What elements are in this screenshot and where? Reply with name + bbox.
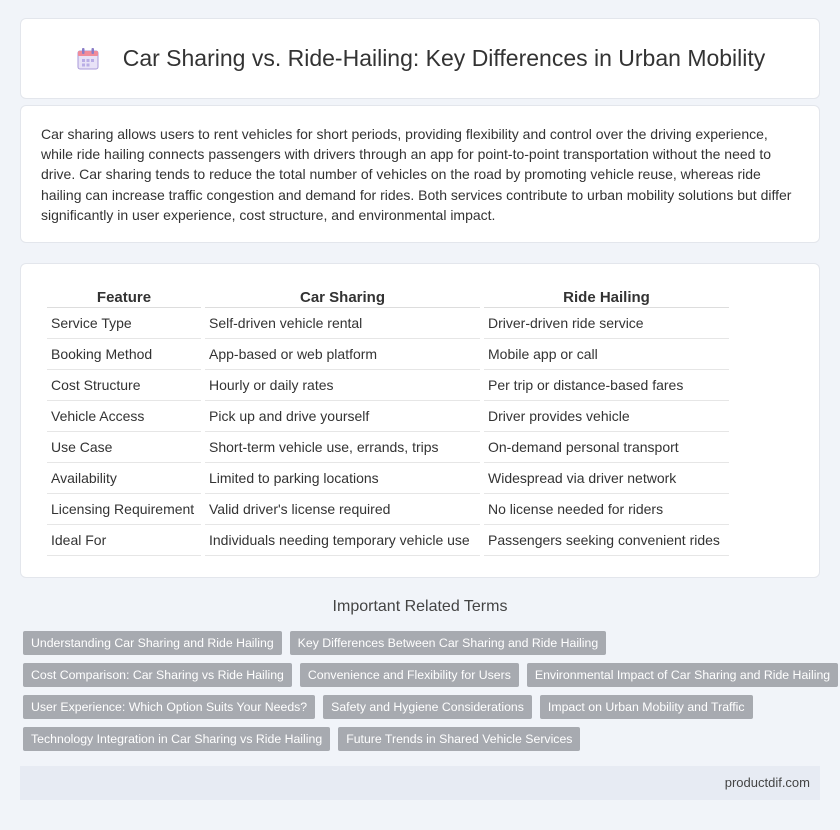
footer bbox=[20, 766, 820, 800]
calendar-icon bbox=[75, 46, 101, 72]
table-cell: Valid driver's license required bbox=[205, 494, 480, 525]
table-cell: Passengers seeking convenient rides bbox=[484, 525, 729, 556]
table-row bbox=[47, 339, 729, 370]
footer-site[interactable]: productdif.com bbox=[724, 775, 810, 790]
table-cell: Ideal For bbox=[47, 525, 201, 556]
table-row bbox=[47, 494, 729, 525]
comparison-card bbox=[20, 263, 820, 578]
table-row bbox=[47, 463, 729, 494]
table-cell: Cost Structure bbox=[47, 370, 201, 401]
table-cell: Driver-driven ride service bbox=[484, 308, 729, 339]
table-cell: App-based or web platform bbox=[205, 339, 480, 370]
table-cell: Driver provides vehicle bbox=[484, 401, 729, 432]
header-card bbox=[20, 18, 820, 99]
table-cell: Booking Method bbox=[47, 339, 201, 370]
related-term-link[interactable]: Technology Integration in Car Sharing vs Ride Hailing bbox=[23, 727, 330, 751]
comparison-table bbox=[43, 284, 733, 556]
related-term-link[interactable]: Environmental Impact of Car Sharing and Ride Hailing bbox=[527, 663, 838, 687]
related-term-link[interactable]: Convenience and Flexibility for Users bbox=[300, 663, 519, 687]
related-terms-row bbox=[23, 727, 823, 751]
related-term-link[interactable]: Key Differences Between Car Sharing and Ride Hailing bbox=[290, 631, 607, 655]
related-term-link[interactable]: Understanding Car Sharing and Ride Hailing bbox=[23, 631, 282, 655]
related-term-link[interactable]: Cost Comparison: Car Sharing vs Ride Hailing bbox=[23, 663, 292, 687]
table-row bbox=[47, 308, 729, 339]
table-cell: Licensing Requirement bbox=[47, 494, 201, 525]
table-cell: Self-driven vehicle rental bbox=[205, 308, 480, 339]
table-cell: Limited to parking locations bbox=[205, 463, 480, 494]
table-row bbox=[47, 370, 729, 401]
table-cell: Per trip or distance-based fares bbox=[484, 370, 729, 401]
table-cell: Vehicle Access bbox=[47, 401, 201, 432]
column-header-car-sharing: Car Sharing bbox=[205, 284, 480, 308]
related-terms-row bbox=[23, 663, 831, 687]
table-cell: Pick up and drive yourself bbox=[205, 401, 480, 432]
page-title: Car Sharing vs. Ride-Hailing: Key Differences in Urban Mobility bbox=[122, 45, 766, 71]
intro-card bbox=[20, 105, 820, 243]
table-cell: On-demand personal transport bbox=[484, 432, 729, 463]
table-cell: Use Case bbox=[47, 432, 201, 463]
intro-text: Car sharing allows users to rent vehicles for short periods, providing flexibility and control over the driving experience, while ride hailing connects passengers with drivers through an app for point-to-point transportation without the need to drive. Car sharing tends to reduce the total number of vehicles on the road by promoting vehicle reuse, whereas ride hailing can increase traffic congestion and demand for rides. Both services contribute to urban mobility solutions but differ significantly in user experience, cost structure, and environmental impact. bbox=[41, 126, 792, 223]
table-row bbox=[47, 401, 729, 432]
related-term-link[interactable]: User Experience: Which Option Suits Your Needs? bbox=[23, 695, 315, 719]
related-terms-title: Important Related Terms bbox=[332, 598, 508, 615]
table-row bbox=[47, 525, 729, 556]
table-header-row bbox=[47, 284, 729, 308]
column-header-feature: Feature bbox=[47, 284, 201, 308]
related-term-link[interactable]: Future Trends in Shared Vehicle Services bbox=[338, 727, 580, 751]
table-cell: Service Type bbox=[47, 308, 201, 339]
related-terms-row bbox=[23, 631, 823, 655]
related-terms-row bbox=[23, 695, 823, 719]
related-terms-list bbox=[23, 631, 831, 759]
table-cell: Widespread via driver network bbox=[484, 463, 729, 494]
related-term-link[interactable]: Safety and Hygiene Considerations bbox=[323, 695, 532, 719]
table-cell: Individuals needing temporary vehicle use bbox=[205, 525, 480, 556]
column-header-ride-hailing: Ride Hailing bbox=[484, 284, 729, 308]
table-cell: Hourly or daily rates bbox=[205, 370, 480, 401]
related-term-link[interactable]: Impact on Urban Mobility and Traffic bbox=[540, 695, 753, 719]
table-body bbox=[47, 308, 729, 556]
table-cell: No license needed for riders bbox=[484, 494, 729, 525]
table-cell: Availability bbox=[47, 463, 201, 494]
table-cell: Short-term vehicle use, errands, trips bbox=[205, 432, 480, 463]
table-cell: Mobile app or call bbox=[484, 339, 729, 370]
table-row bbox=[47, 432, 729, 463]
